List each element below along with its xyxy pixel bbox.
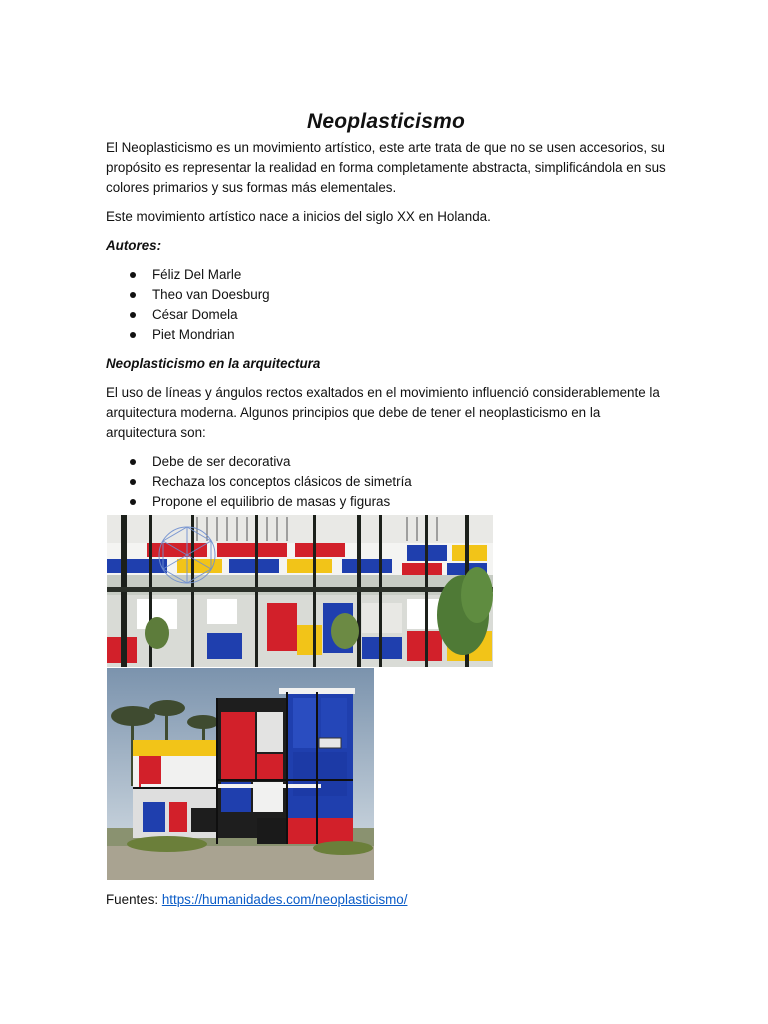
list-item: Theo van Doesburg bbox=[128, 285, 666, 305]
facade-photo bbox=[107, 515, 493, 667]
list-item: César Domela bbox=[128, 305, 666, 325]
architecture-paragraph: El uso de líneas y ángulos rectos exaltados en el movimiento influenció considerablemente la arquitectura moderna. Algunos principios que debe de tener el neoplasticismo en la arquitectura son: bbox=[106, 385, 660, 440]
principles-list bbox=[106, 452, 666, 512]
page-title: Neoplasticismo bbox=[306, 110, 465, 133]
sources-label: Fuentes: bbox=[106, 892, 159, 907]
authors-heading: Autores: bbox=[106, 238, 162, 253]
sources-line bbox=[106, 890, 407, 910]
origin-paragraph: Este movimiento artístico nace a inicios del siglo XX en Holanda. bbox=[106, 209, 491, 224]
intro-paragraph: El Neoplasticismo es un movimiento artístico, este arte trata de que no se usen accesorios, su propósito es representar la realidad en forma completamente abstracta, simplificándola en sus colores primarios y sus formas más elementales. bbox=[106, 140, 666, 195]
list-item: Debe de ser decorativa bbox=[128, 452, 666, 472]
authors-list bbox=[106, 265, 666, 345]
list-item: Piet Mondrian bbox=[128, 325, 666, 345]
sources-link[interactable]: https://humanidades.com/neoplasticismo/ bbox=[161, 892, 408, 907]
list-item: Féliz Del Marle bbox=[128, 265, 666, 285]
document-body bbox=[106, 108, 666, 512]
list-item: Propone el equilibrio de masas y figuras bbox=[128, 492, 666, 512]
architecture-heading: Neoplasticismo en la arquitectura bbox=[106, 356, 321, 371]
list-item: Rechaza los conceptos clásicos de simetría bbox=[128, 472, 666, 492]
house-render-photo bbox=[107, 668, 374, 880]
